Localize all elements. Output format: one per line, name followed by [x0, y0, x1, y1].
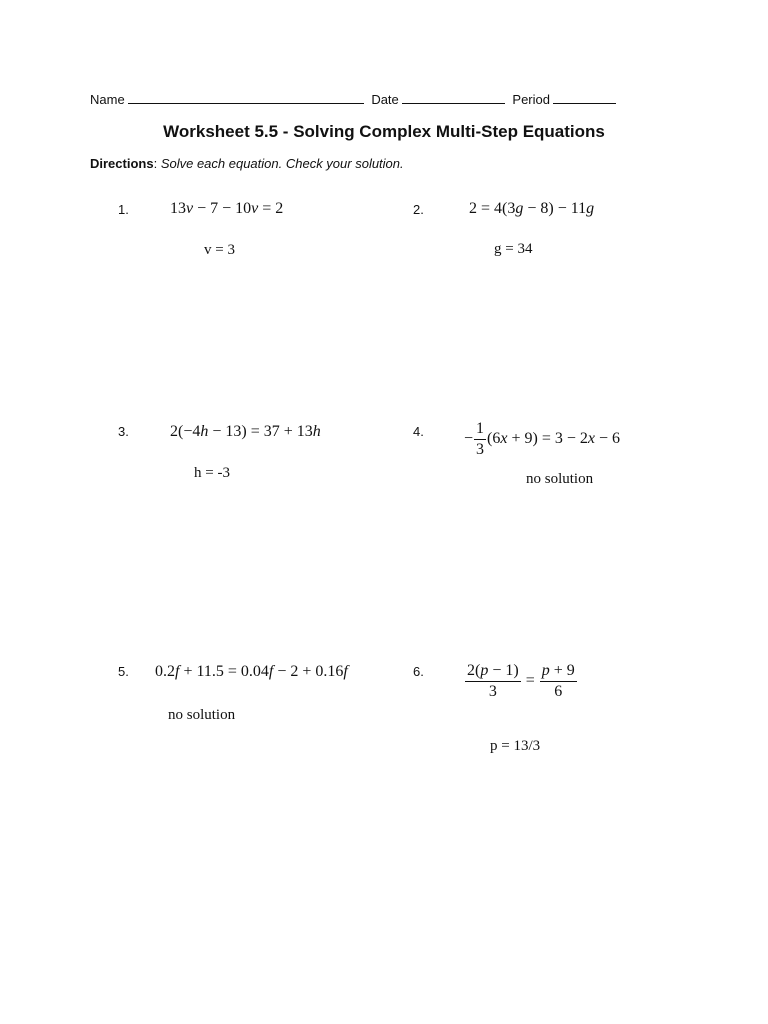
name-blank [128, 92, 364, 104]
problem-6-answer: p = 13/3 [490, 738, 541, 754]
problem-3-number: 3. [118, 424, 129, 439]
problem-3-answer: h = -3 [194, 465, 230, 481]
name-label: Name [90, 92, 125, 107]
problem-3-equation: 2(−4h − 13) = 37 + 13h [170, 423, 321, 440]
problem-4-answer: no solution [526, 471, 594, 487]
problem-4-number: 4. [413, 424, 424, 439]
problem-2-equation: 2 = 4(3g − 8) − 11g [469, 200, 595, 217]
period-blank [553, 92, 616, 104]
period-label: Period [512, 92, 550, 107]
problem-5-answer: no solution [168, 707, 236, 723]
problem-1-number: 1. [118, 202, 129, 217]
problem-1-answer: v = 3 [204, 242, 235, 258]
problem-6-number: 6. [413, 664, 424, 679]
student-info-line [90, 92, 620, 107]
directions-label: Directions [90, 156, 154, 171]
problem-5-equation: 0.2f + 11.5 = 0.04f − 2 + 0.16f [155, 663, 348, 680]
directions-text: Solve each equation. Check your solution. [160, 156, 404, 171]
problem-6-equation: $\frac{2(p - 1)}{3}$ = $\frac{p + 9}{6}$ [467, 662, 575, 700]
directions: Directions: Solve each equation. Check your solution. [90, 156, 404, 171]
problem-2-answer: g = 34 [494, 241, 533, 257]
worksheet-title: Worksheet 5.5 - Solving Complex Multi-Step Equations [163, 122, 605, 141]
problem-2-number: 2. [413, 202, 424, 217]
problem-5-number: 5. [118, 664, 129, 679]
date-blank [402, 92, 505, 104]
problem-1-equation: 13v − 7 − 10v = 2 [170, 200, 284, 217]
date-label: Date [371, 92, 399, 107]
problem-4-equation: − $\frac{1}{3}$ (6x + 9) = 3 − 2x − 6 [464, 420, 621, 458]
